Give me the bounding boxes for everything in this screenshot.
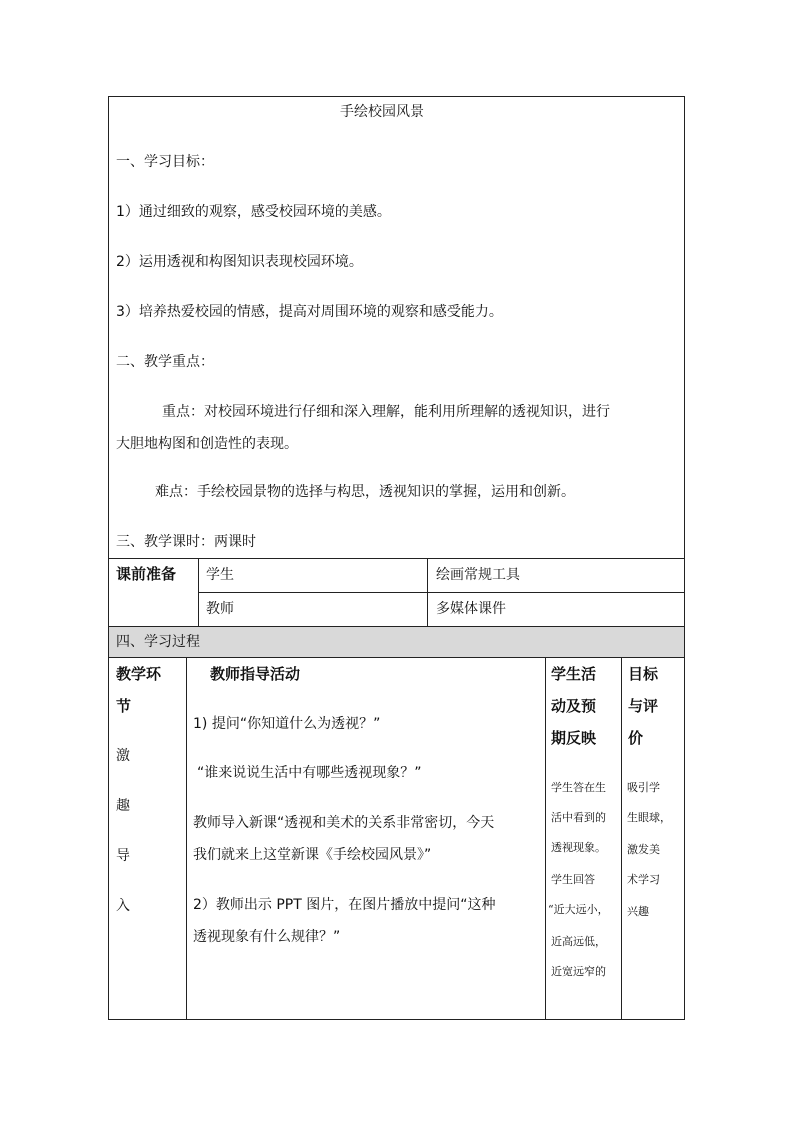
goal-eval-line: 吸引学 [627, 781, 660, 794]
stage-char: 激 [116, 748, 130, 764]
teacher-activity-line: 1) 提问“你知道什么为透视？” [193, 716, 381, 732]
difficulty-point: 难点：手绘校园景物的选择与构思，透视知识的掌握，运用和创新。 [155, 484, 575, 500]
student-activity-line: 近高远低， [551, 935, 606, 948]
section3-heading: 三、教学课时：两课时 [116, 534, 256, 550]
section2-heading: 二、教学重点： [116, 354, 214, 370]
goal-eval-line: 激发美 [627, 843, 660, 856]
stage-char: 导 [116, 848, 130, 864]
goal-eval-header: 目标 [628, 665, 659, 683]
teacher-activity-line: 2）教师出示 PPT 图片，在图片播放中提问“这种 [193, 897, 496, 913]
teacher-activity-line: 我们就来上这堂新课《手绘校园风景》” [193, 847, 432, 863]
stage-header-a: 教学环 [116, 665, 162, 683]
divider [108, 558, 685, 559]
prep-role-teacher: 教师 [206, 601, 234, 617]
divider [621, 657, 622, 1020]
stage-char: 趣 [116, 798, 130, 814]
student-activity-line: 活中看到的 [551, 811, 606, 824]
goal-eval-header: 价 [628, 729, 644, 747]
goal-eval-line: 兴趣 [627, 905, 649, 918]
stage-header-b: 节 [116, 697, 132, 715]
goal-eval-header: 与评 [628, 697, 659, 715]
student-activity-header: 动及预 [551, 697, 597, 715]
page-title: 手绘校园风景 [340, 104, 424, 120]
section4-heading: 四、学习过程 [116, 634, 200, 650]
divider [545, 657, 546, 1020]
teacher-activity-line: 透视现象有什么规律？” [193, 929, 341, 945]
section1-heading: 一、学习目标： [116, 154, 214, 170]
student-activity-line: 学生答在生 [551, 781, 606, 794]
stage-char: 入 [116, 898, 130, 914]
prep-item-student: 绘画常规工具 [436, 567, 520, 583]
key-point-line1: 重点：对校园环境进行仔细和深入理解，能利用所理解的透视知识，进行 [162, 404, 610, 420]
student-activity-header: 期反映 [551, 729, 597, 747]
student-activity-line: 学生回答 [551, 873, 595, 886]
goal-item-3: 3）培养热爱校园的情感，提高对周围环境的观察和感受能力。 [116, 304, 503, 320]
divider [198, 592, 685, 593]
student-activity-line: 透视现象。 [551, 841, 606, 854]
student-activity-line: “近大远小， [548, 903, 609, 916]
prep-label: 课前准备 [116, 565, 177, 583]
goal-item-2: 2）运用透视和构图知识表现校园环境。 [116, 254, 363, 270]
goal-item-1: 1）通过细致的观察，感受校园环境的美感。 [116, 204, 391, 220]
key-point-line2: 大胆地构图和创造性的表现。 [116, 436, 298, 452]
prep-role-student: 学生 [206, 567, 234, 583]
student-activity-line: 近宽远窄的 [551, 965, 606, 978]
teacher-activity-line: 教师导入新课“透视和美术的关系非常密切，今天 [193, 815, 495, 831]
goal-eval-line: 术学习 [627, 873, 660, 886]
prep-item-teacher: 多媒体课件 [436, 601, 506, 617]
goal-eval-line: 生眼球， [627, 811, 671, 824]
divider [186, 657, 187, 1020]
divider [108, 657, 685, 658]
student-activity-header: 学生活 [551, 665, 597, 683]
teacher-activity-line: “谁来说说生活中有哪些透视现象？” [197, 765, 422, 781]
teacher-activity-header: 教师指导活动 [210, 665, 301, 683]
